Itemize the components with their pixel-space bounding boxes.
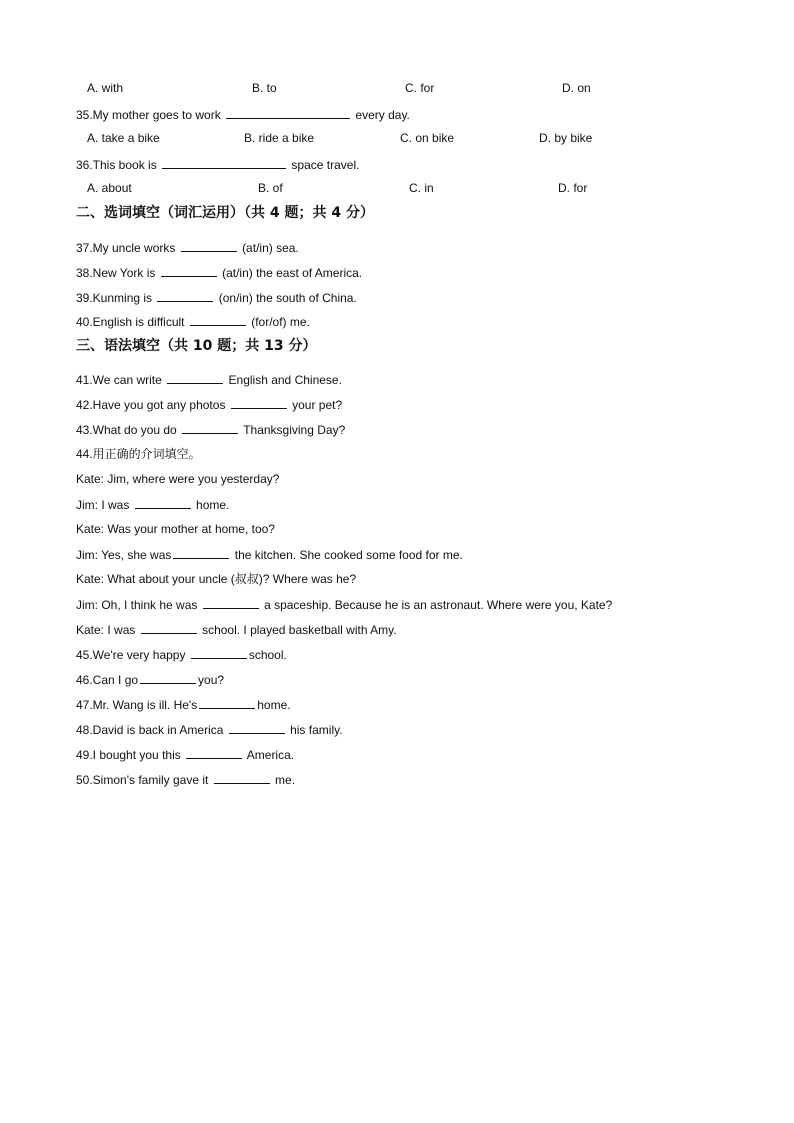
q34-option-c[interactable]: C. for xyxy=(405,81,435,95)
dialogue-text-before: Kate: I was xyxy=(76,623,136,637)
q36-text-after: space travel. xyxy=(291,158,360,172)
dialogue-text-after: a spaceship. Because he is an astronaut. Where were you, Kate? xyxy=(264,598,613,612)
q34-option-b[interactable]: B. to xyxy=(252,81,277,95)
question-47 xyxy=(76,696,291,713)
dialogue-line-2 xyxy=(76,496,229,513)
question-48 xyxy=(76,721,343,738)
dialogue-text: Kate: What about your uncle (叔叔)? Where was he? xyxy=(76,572,357,586)
question-49 xyxy=(76,746,294,763)
q34-option-d[interactable]: D. on xyxy=(562,81,591,95)
q47-blank[interactable] xyxy=(199,696,255,709)
dialogue-text-after: home. xyxy=(196,498,230,512)
q36-options xyxy=(87,181,674,197)
dialogue-text-before: Jim: I was xyxy=(76,498,130,512)
q35-text-after: every day. xyxy=(355,108,410,122)
dialogue-line-3 xyxy=(76,521,275,537)
q46-blank[interactable] xyxy=(140,671,196,684)
q41-text-before: 41.We can write xyxy=(76,373,162,387)
q35-option-a[interactable]: A. take a bike xyxy=(87,131,160,145)
q35-option-c[interactable]: C. on bike xyxy=(400,131,455,145)
q45-blank[interactable] xyxy=(191,646,247,659)
q43-text-after: Thanksgiving Day? xyxy=(243,423,346,437)
q38-text-after: (at/in) the east of America. xyxy=(222,266,363,280)
q49-text-after: America. xyxy=(246,748,295,762)
question-50 xyxy=(76,771,295,788)
q37-text-before: 37.My uncle works xyxy=(76,241,176,255)
dialogue-text-before: Jim: Oh, I think he was xyxy=(76,598,198,612)
q35-option-d[interactable]: D. by bike xyxy=(539,131,593,145)
q47-text-before: 47.Mr. Wang is ill. He's xyxy=(76,698,198,712)
question-42 xyxy=(76,396,342,413)
q36-option-c[interactable]: C. in xyxy=(409,181,434,195)
q34-option-a[interactable]: A. with xyxy=(87,81,124,95)
q36-text-before: 36.This book is xyxy=(76,158,157,172)
q44-instruction-text: 44.用正确的介词填空。 xyxy=(76,447,201,461)
q43-blank[interactable] xyxy=(182,421,238,434)
q42-text-after: your pet? xyxy=(292,398,343,412)
dialogue-text: Kate: Was your mother at home, too? xyxy=(76,522,275,536)
question-37 xyxy=(76,239,299,256)
q48-text-after: his family. xyxy=(290,723,343,737)
q40-text-before: 40.English is difficult xyxy=(76,315,185,329)
q46-text-before: 46.Can I go xyxy=(76,673,139,687)
question-38 xyxy=(76,264,362,281)
section-3-heading: 三、语法填空（共 10 题；共 13 分） xyxy=(76,338,317,354)
question-43 xyxy=(76,421,345,438)
q36-option-a[interactable]: A. about xyxy=(87,181,132,195)
dialogue-blank-1[interactable] xyxy=(135,496,191,509)
q36-option-d[interactable]: D. for xyxy=(558,181,588,195)
dialogue-text: Kate: Jim, where were you yesterday? xyxy=(76,472,280,486)
question-45 xyxy=(76,646,287,663)
dialogue-blank-4[interactable] xyxy=(141,621,197,634)
q42-text-before: 42.Have you got any photos xyxy=(76,398,226,412)
q35-option-b[interactable]: B. ride a bike xyxy=(244,131,315,145)
q42-blank[interactable] xyxy=(231,396,287,409)
q50-text-before: 50.Simon's family gave it xyxy=(76,773,209,787)
dialogue-blank-3[interactable] xyxy=(203,596,259,609)
q35-options xyxy=(87,131,674,147)
q34-options xyxy=(87,81,674,97)
q38-text-before: 38.New York is xyxy=(76,266,156,280)
q48-blank[interactable] xyxy=(229,721,285,734)
dialogue-blank-2[interactable] xyxy=(173,546,229,559)
q49-text-before: 49.I bought you this xyxy=(76,748,181,762)
q43-text-before: 43.What do you do xyxy=(76,423,177,437)
section-2-heading: 二、选词填空（词汇运用）（共 4 题；共 4 分） xyxy=(76,205,374,221)
q45-text-after: school. xyxy=(248,648,287,662)
question-35 xyxy=(76,106,410,123)
dialogue-line-1 xyxy=(76,471,279,487)
q39-blank[interactable] xyxy=(157,289,213,302)
dialogue-line-7 xyxy=(76,621,397,638)
q38-blank[interactable] xyxy=(161,264,217,277)
question-44-instruction xyxy=(76,446,201,462)
q40-text-after: (for/of) me. xyxy=(251,315,310,329)
q41-text-after: English and Chinese. xyxy=(228,373,342,387)
q41-blank[interactable] xyxy=(167,371,223,384)
q45-text-before: 45.We're very happy xyxy=(76,648,186,662)
q50-text-after: me. xyxy=(275,773,296,787)
question-36 xyxy=(76,156,359,173)
q37-text-after: (at/in) sea. xyxy=(242,241,299,255)
q36-option-b[interactable]: B. of xyxy=(258,181,283,195)
q36-blank[interactable] xyxy=(162,156,286,169)
question-39 xyxy=(76,289,357,306)
q35-text-before: 35.My mother goes to work xyxy=(76,108,221,122)
dialogue-text-before: Jim: Yes, she was xyxy=(76,548,172,562)
q47-text-after: home. xyxy=(257,698,291,712)
q39-text-after: (on/in) the south of China. xyxy=(218,291,357,305)
question-41 xyxy=(76,371,342,388)
q48-text-before: 48.David is back in America xyxy=(76,723,224,737)
q37-blank[interactable] xyxy=(181,239,237,252)
q49-blank[interactable] xyxy=(186,746,242,759)
q35-blank[interactable] xyxy=(226,106,350,119)
q39-text-before: 39.Kunming is xyxy=(76,291,153,305)
q40-blank[interactable] xyxy=(190,313,246,326)
question-40 xyxy=(76,313,310,330)
dialogue-line-5 xyxy=(76,571,356,587)
question-46 xyxy=(76,671,224,688)
dialogue-line-4 xyxy=(76,546,463,563)
q50-blank[interactable] xyxy=(214,771,270,784)
q46-text-after: you? xyxy=(198,673,225,687)
dialogue-text-after: school. I played basketball with Amy. xyxy=(202,623,397,637)
dialogue-text-after: the kitchen. She cooked some food for me. xyxy=(234,548,463,562)
dialogue-line-6 xyxy=(76,596,612,613)
